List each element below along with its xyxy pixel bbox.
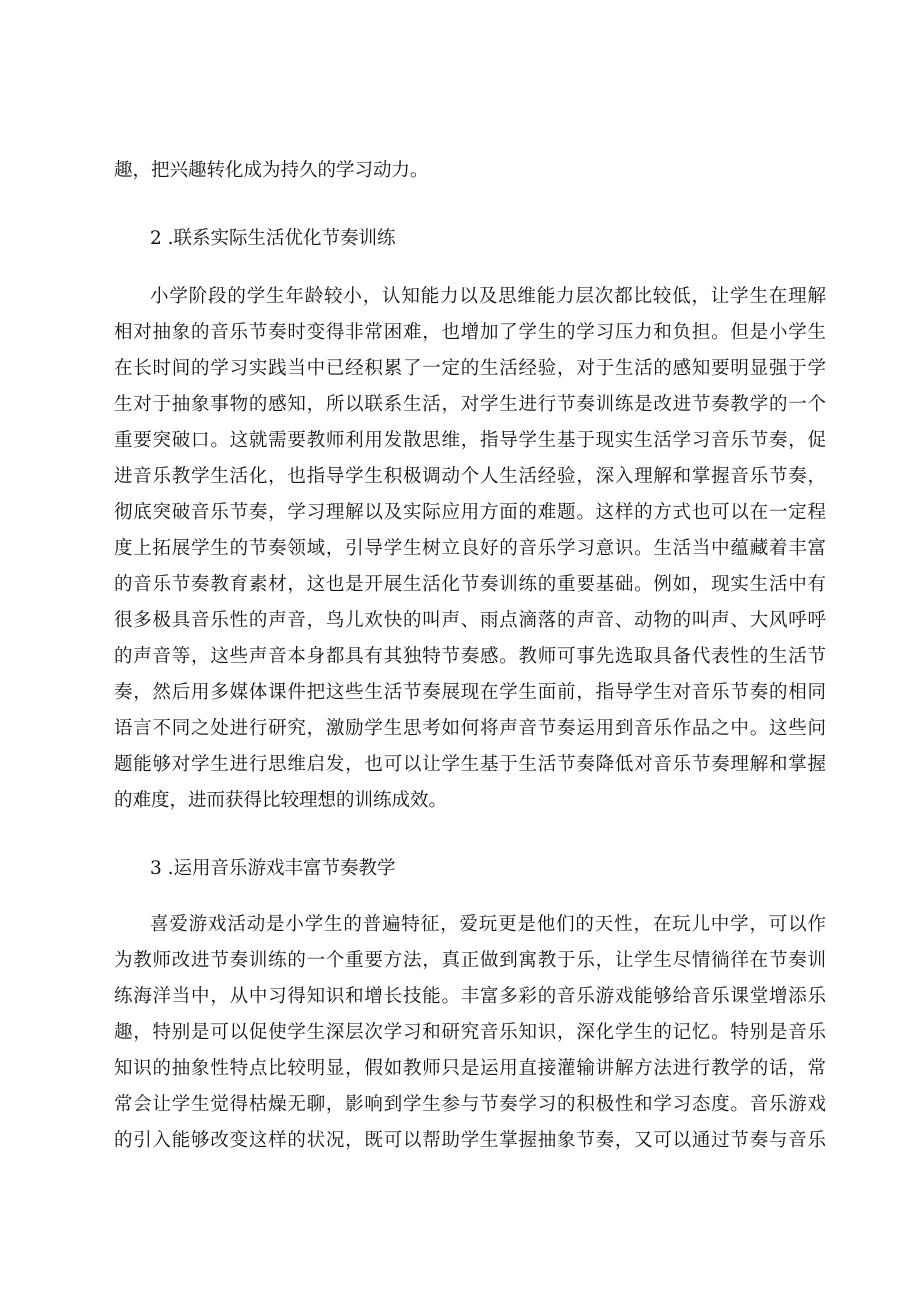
paragraph-line: 喜爱游戏活动是小学生的普遍特征，爱玩更是他们的天性，在玩儿中学，可以作 [150,914,826,935]
paragraph-line: 相对抽象的音乐节奏时变得非常困难，也增加了学生的学习压力和负担。但是小学生 [114,322,826,343]
paragraph-line: 的引入能够改变这样的状况，既可以帮助学生掌握抽象节奏，又可以通过节奏与音乐 [114,1130,826,1151]
paragraph-line: 进音乐教学生活化，也指导学生积极调动个人生活经验，深入理解和掌握音乐节奏， [114,466,826,487]
paragraph-line: 很多极具音乐性的声音，鸟儿欢快的叫声、雨点滴落的声音、动物的叫声、大风呼呼 [114,610,826,631]
paragraph-line: 趣，特别是可以促使学生深层次学习和研究音乐知识，深化学生的记忆。特别是音乐 [114,1022,826,1043]
section-heading-2: 2 .联系实际生活优化节奏训练 [150,228,396,249]
paragraph-line: 小学阶段的学生年龄较小，认知能力以及思维能力层次都比较低，让学生在理解 [150,286,826,307]
paragraph-line: 练海洋当中，从中习得知识和增长技能。丰富多彩的音乐游戏能够给音乐课堂增添乐 [114,986,826,1007]
paragraph-line: 的难度，进而获得比较理想的训练成效。 [114,790,448,811]
paragraph-line: 趣，把兴趣转化成为持久的学习动力。 [114,160,429,181]
paragraph-line: 重要突破口。这就需要教师利用发散思维，指导学生基于现实生活学习音乐节奏，促 [114,430,826,451]
section-heading-3: 3 .运用音乐游戏丰富节奏教学 [150,858,396,879]
paragraph-line: 的音乐节奏教育素材，这也是开展生活化节奏训练的重要基础。例如，现实生活中有 [114,574,826,595]
paragraph-line: 知识的抽象性特点比较明显，假如教师只是运用直接灌输讲解方法进行教学的话，常 [114,1058,826,1079]
paragraph-line: 语言不同之处进行研究，激励学生思考如何将声音节奏运用到音乐作品之中。这些问 [114,718,826,739]
paragraph-line: 为教师改进节奏训练的一个重要方法，真正做到寓教于乐，让学生尽情徜徉在节奏训 [114,950,826,971]
paragraph-line: 奏，然后用多媒体课件把这些生活节奏展现在学生面前，指导学生对音乐节奏的相同 [114,682,826,703]
paragraph-line: 题能够对学生进行思维启发，也可以让学生基于生活节奏降低对音乐节奏理解和掌握 [114,754,826,775]
paragraph-line: 常会让学生觉得枯燥无聊，影响到学生参与节奏学习的积极性和学习态度。音乐游戏 [114,1094,826,1115]
paragraph-line: 度上拓展学生的节奏领域，引导学生树立良好的音乐学习意识。生活当中蕴藏着丰富 [114,538,826,559]
paragraph-line: 生对于抽象事物的感知，所以联系生活，对学生进行节奏训练是改进节奏教学的一个 [114,394,826,415]
paragraph-line: 在长时间的学习实践当中已经积累了一定的生活经验，对于生活的感知要明显强于学 [114,358,826,379]
paragraph-line: 彻底突破音乐节奏，学习理解以及实际应用方面的难题。这样的方式也可以在一定程 [114,502,826,523]
paragraph-line: 的声音等，这些声音本身都具有其独特节奏感。教师可事先选取具备代表性的生活节 [114,646,826,667]
